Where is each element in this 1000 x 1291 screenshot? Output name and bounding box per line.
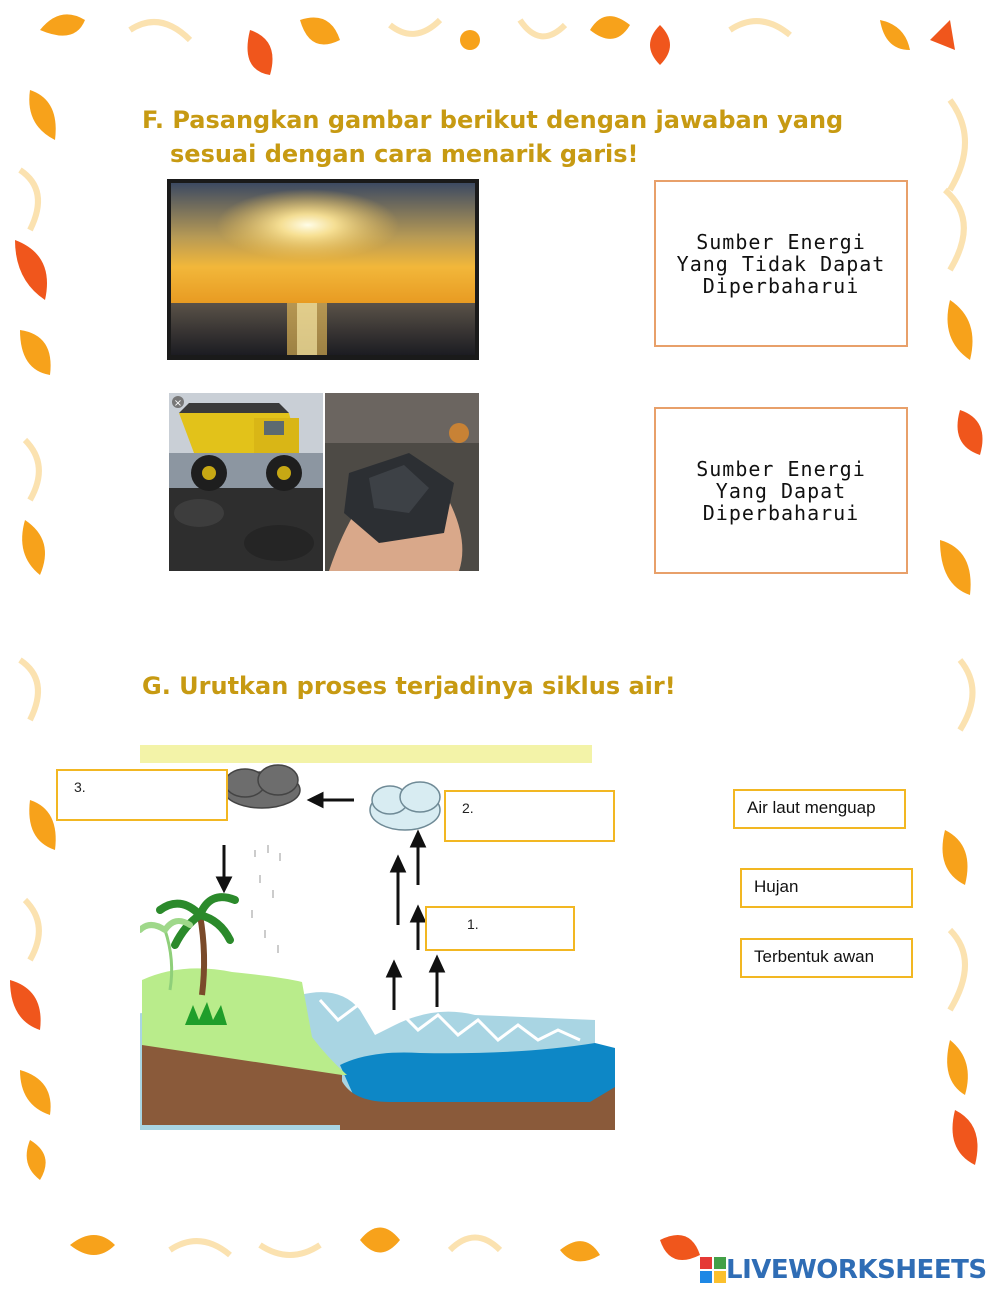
- highlight-strip: [140, 745, 592, 763]
- rain-drops: [252, 845, 280, 953]
- option-air-laut-menguap[interactable]: [733, 789, 906, 829]
- liveworksheets-brand-text: LIVEWORKSHEETS: [726, 1255, 987, 1285]
- option-terbentuk-awan[interactable]: [740, 938, 913, 978]
- section-g-heading: G. Urutkan proses terjadinya siklus air!: [142, 672, 676, 700]
- section-f-heading-line2: sesuai dengan cara menarik garis!: [170, 140, 639, 168]
- answer-box-label: Sumber Energi Yang Dapat Diperbaharui: [696, 456, 866, 525]
- white-cloud-icon: [370, 782, 440, 830]
- slot-number: 2.: [462, 800, 474, 816]
- option-hujan[interactable]: [740, 868, 913, 908]
- option-label: Terbentuk awan: [754, 947, 875, 966]
- slot-number: 1.: [467, 916, 479, 932]
- answer-box-non-renewable[interactable]: [654, 180, 908, 347]
- answer-box-renewable[interactable]: [654, 407, 908, 574]
- liveworksheets-logo[interactable]: [700, 1255, 987, 1285]
- svg-text:×: ×: [173, 398, 183, 409]
- coal-mining-image[interactable]: [169, 393, 479, 571]
- answer-slot-3[interactable]: [56, 769, 228, 821]
- sunset-sea-image[interactable]: [167, 179, 479, 360]
- option-label: Hujan: [754, 877, 799, 896]
- answer-slot-1[interactable]: [425, 906, 575, 951]
- answer-box-label: Sumber Energi Yang Tidak Dapat Diperbaharui: [676, 229, 886, 298]
- section-f-heading-line1: F. Pasangkan gambar berikut dengan jawaban yang: [142, 106, 844, 134]
- answer-slot-2[interactable]: [444, 790, 615, 842]
- rain-cloud-icon: [224, 765, 300, 808]
- slot-number: 3.: [74, 779, 86, 795]
- option-label: Air laut menguap: [747, 798, 876, 817]
- liveworksheets-badge-icon: [700, 1257, 726, 1283]
- palm-tree-icon: [200, 915, 204, 995]
